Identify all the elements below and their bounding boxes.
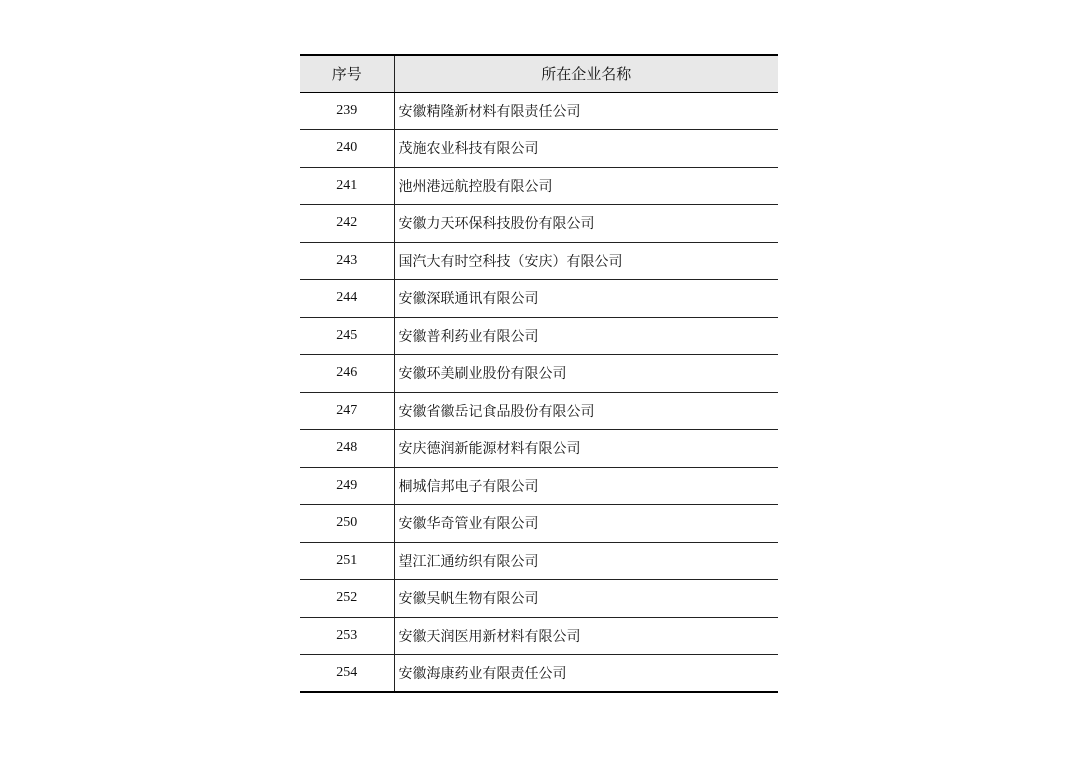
- row-number: 241: [300, 167, 394, 205]
- table-header: [300, 55, 778, 92]
- table-row: [300, 92, 778, 130]
- row-number: 253: [300, 617, 394, 655]
- row-number: 246: [300, 355, 394, 393]
- row-company-name: 池州港远航控股有限公司: [394, 167, 778, 205]
- row-company-name: 安徽精隆新材料有限责任公司: [394, 92, 778, 130]
- row-number: 245: [300, 317, 394, 355]
- table-row: [300, 467, 778, 505]
- row-company-name: 安徽华奇管业有限公司: [394, 505, 778, 543]
- row-company-name: 安徽环美刷业股份有限公司: [394, 355, 778, 393]
- row-number: 251: [300, 542, 394, 580]
- row-company-name: 国汽大有时空科技（安庆）有限公司: [394, 242, 778, 280]
- table-row: [300, 505, 778, 543]
- header-company-name: 所在企业名称: [394, 55, 778, 92]
- table-header-row: [300, 55, 778, 92]
- table-row: [300, 205, 778, 243]
- row-number: 252: [300, 580, 394, 618]
- row-number: 247: [300, 392, 394, 430]
- table-row: [300, 317, 778, 355]
- row-company-name: 安庆德润新能源材料有限公司: [394, 430, 778, 468]
- row-company-name: 安徽海康药业有限责任公司: [394, 655, 778, 693]
- row-company-name: 茂施农业科技有限公司: [394, 130, 778, 168]
- table-row: [300, 242, 778, 280]
- row-company-name: 安徽省徽岳记食品股份有限公司: [394, 392, 778, 430]
- table-row: [300, 542, 778, 580]
- row-number: 243: [300, 242, 394, 280]
- table-row: [300, 392, 778, 430]
- table-row: [300, 430, 778, 468]
- table-row: [300, 355, 778, 393]
- row-number: 242: [300, 205, 394, 243]
- row-company-name: 望江汇通纺织有限公司: [394, 542, 778, 580]
- row-company-name: 安徽天润医用新材料有限公司: [394, 617, 778, 655]
- row-number: 250: [300, 505, 394, 543]
- row-number: 239: [300, 92, 394, 130]
- row-company-name: 安徽普利药业有限公司: [394, 317, 778, 355]
- row-number: 240: [300, 130, 394, 168]
- row-company-name: 安徽吴帆生物有限公司: [394, 580, 778, 618]
- header-number: 序号: [300, 55, 394, 92]
- row-company-name: 安徽力天环保科技股份有限公司: [394, 205, 778, 243]
- row-number: 249: [300, 467, 394, 505]
- row-company-name: 安徽深联通讯有限公司: [394, 280, 778, 318]
- enterprise-list-table-wrapper: [300, 54, 778, 693]
- row-company-name: 桐城信邦电子有限公司: [394, 467, 778, 505]
- row-number: 248: [300, 430, 394, 468]
- table-row: [300, 655, 778, 693]
- table-row: [300, 580, 778, 618]
- table-body: [300, 92, 778, 692]
- table-row: [300, 130, 778, 168]
- table-row: [300, 167, 778, 205]
- table-row: [300, 617, 778, 655]
- row-number: 254: [300, 655, 394, 693]
- enterprise-list-table: [300, 54, 778, 693]
- table-row: [300, 280, 778, 318]
- row-number: 244: [300, 280, 394, 318]
